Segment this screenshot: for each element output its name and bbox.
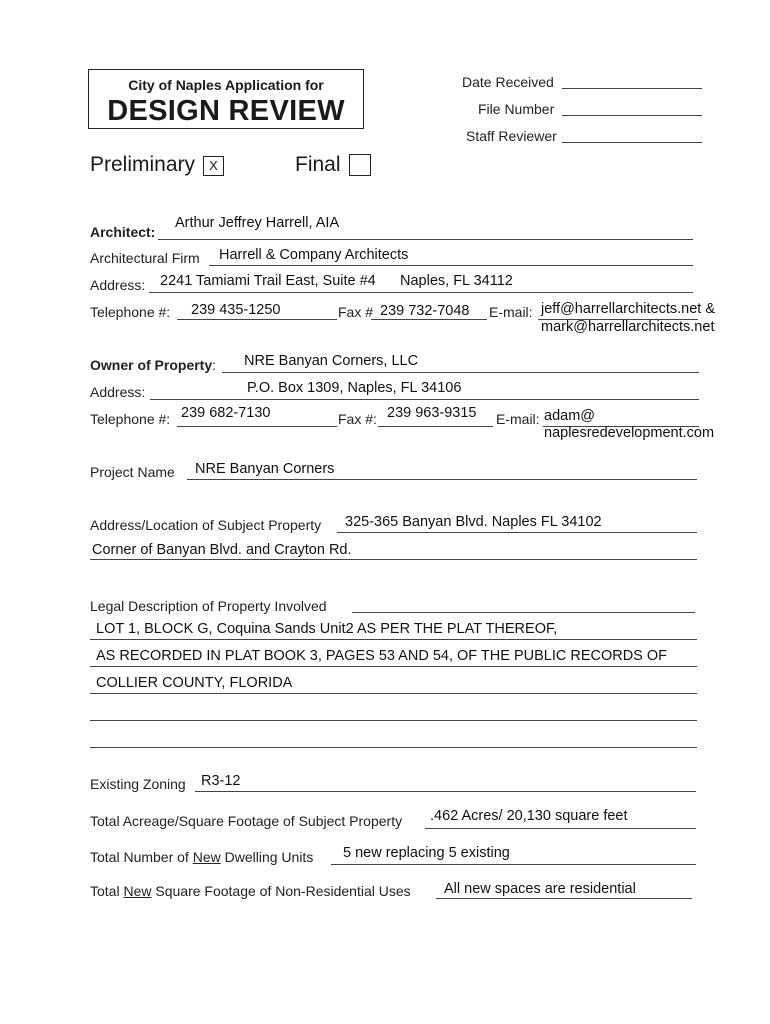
architectural-firm-value: Harrell & Company Architects <box>219 247 409 263</box>
non-residential-field[interactable] <box>436 898 692 899</box>
architect-telephone-label: Telephone #: <box>90 304 171 320</box>
new-dwelling-units-label-pre: Total Number of <box>90 849 193 865</box>
non-residential-label-post: Square Footage of Non-Residential Uses <box>151 883 411 899</box>
legal-description-label: Legal Description of Property Involved <box>90 598 327 614</box>
new-dwelling-units-label-wrap <box>90 849 313 865</box>
architect-label: Architect: <box>90 224 156 240</box>
subject-property-location-field[interactable] <box>337 532 697 533</box>
owner-fax-label: Fax #: <box>338 411 377 427</box>
owner-fax-value: 239 963-9315 <box>387 405 477 421</box>
architect-address-value: 2241 Tamiami Trail East, Suite #4 <box>160 273 376 289</box>
owner-name-value: NRE Banyan Corners, LLC <box>244 353 419 369</box>
non-residential-label-wrap <box>90 883 411 899</box>
architect-fax-value: 239 732-7048 <box>380 303 470 319</box>
architectural-firm-field[interactable] <box>209 265 693 266</box>
owner-telephone-field[interactable] <box>177 426 337 427</box>
non-residential-label-new: New <box>123 883 152 899</box>
owner-email-label: E-mail: <box>496 411 540 427</box>
architect-email-value-line1: jeff@harrellarchitects.net & <box>541 301 716 317</box>
project-name-value: NRE Banyan Corners <box>195 461 335 477</box>
owner-address-value: P.O. Box 1309, Naples, FL 34106 <box>247 380 462 396</box>
title-box <box>88 69 364 129</box>
form-title: DESIGN REVIEW <box>107 95 345 127</box>
city-application-line: City of Naples Application for <box>128 77 324 93</box>
architect-field[interactable] <box>158 239 693 240</box>
non-residential-label-pre: Total <box>90 883 124 899</box>
architect-email-label: E-mail: <box>489 304 533 320</box>
legal-description-line[interactable] <box>90 693 697 694</box>
owner-address-label: Address: <box>90 384 146 400</box>
project-name-label: Project Name <box>90 464 175 480</box>
date-received-field[interactable] <box>562 88 702 89</box>
owner-email-value-line2: naplesredevelopment.com <box>544 425 715 441</box>
architect-city-value: Naples, FL 34112 <box>400 273 513 289</box>
owner-email-value-line1: adam@ <box>544 408 595 424</box>
existing-zoning-label: Existing Zoning <box>90 776 186 792</box>
preliminary-checkbox[interactable]: X <box>203 156 224 176</box>
legal-description-field[interactable] <box>352 612 695 613</box>
owner-label-wrap <box>90 357 216 373</box>
architect-telephone-field[interactable] <box>177 319 337 320</box>
architect-email-value-line2: mark@harrellarchitects.net <box>541 319 715 335</box>
owner-address-field[interactable] <box>150 399 699 400</box>
subject-property-location-value-line2: Corner of Banyan Blvd. and Crayton Rd. <box>92 542 352 558</box>
final-label: Final <box>295 153 341 176</box>
file-number-field[interactable] <box>562 115 702 116</box>
architect-address-label: Address: <box>90 277 146 293</box>
project-name-field[interactable] <box>187 479 697 480</box>
subject-property-location-label: Address/Location of Subject Property <box>90 517 322 533</box>
legal-description-line[interactable] <box>90 720 697 721</box>
new-dwelling-units-value: 5 new replacing 5 existing <box>343 845 510 861</box>
final-checkbox[interactable] <box>349 154 371 176</box>
file-number-label: File Number <box>478 101 555 117</box>
architect-name-value: Arthur Jeffrey Harrell, AIA <box>175 215 340 231</box>
owner-telephone-value: 239 682-7130 <box>181 405 271 421</box>
owner-telephone-label: Telephone #: <box>90 411 171 427</box>
architect-fax-field[interactable] <box>371 319 487 320</box>
legal-description-line[interactable] <box>90 639 697 640</box>
legal-description-value: LOT 1, BLOCK G, Coquina Sands Unit2 AS PER THE PLAT THEREOF, <box>96 621 558 637</box>
architectural-firm-label: Architectural Firm <box>90 250 200 266</box>
new-dwelling-units-label-new: New <box>192 849 221 865</box>
legal-description-line[interactable] <box>90 747 697 748</box>
architect-address-field[interactable] <box>149 292 693 293</box>
subject-property-location-value: 325-365 Banyan Blvd. Naples FL 34102 <box>345 514 602 530</box>
staff-reviewer-field[interactable] <box>562 142 702 143</box>
legal-description-value: COLLIER COUNTY, FLORIDA <box>96 675 293 691</box>
non-residential-value: All new spaces are residential <box>444 881 636 897</box>
owner-label: Owner of Property <box>90 357 213 373</box>
total-acreage-value: .462 Acres/ 20,130 square feet <box>430 808 628 824</box>
legal-description-line[interactable] <box>90 666 697 667</box>
total-acreage-label: Total Acreage/Square Footage of Subject Property <box>90 813 403 829</box>
existing-zoning-value: R3-12 <box>201 773 241 789</box>
new-dwelling-units-field[interactable] <box>331 864 696 865</box>
new-dwelling-units-label-post: Dwelling Units <box>220 849 314 865</box>
legal-description-value: AS RECORDED IN PLAT BOOK 3, PAGES 53 AND 54, OF THE PUBLIC RECORDS OF <box>96 648 668 664</box>
total-acreage-field[interactable] <box>425 828 696 829</box>
date-received-label: Date Received <box>462 74 554 90</box>
owner-field[interactable] <box>222 372 699 373</box>
subject-property-location-field-line2[interactable] <box>90 559 697 560</box>
staff-reviewer-label: Staff Reviewer <box>466 128 557 144</box>
owner-fax-field[interactable] <box>378 426 493 427</box>
architect-telephone-value: 239 435-1250 <box>191 302 281 318</box>
architect-fax-label: Fax # <box>338 304 374 320</box>
owner-label-colon: : <box>212 357 217 373</box>
existing-zoning-field[interactable] <box>195 791 696 792</box>
preliminary-label: Preliminary <box>90 153 196 176</box>
